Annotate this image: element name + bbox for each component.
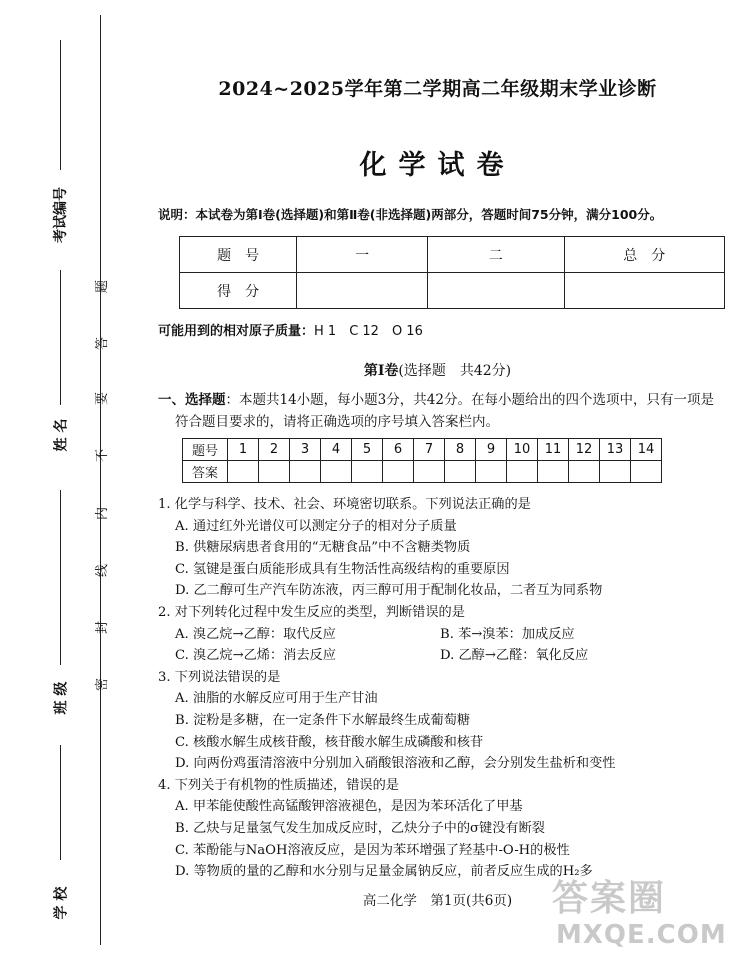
table-row (180, 237, 725, 273)
answer-row-label: 答案 (183, 461, 228, 483)
exam-no-label: 考试编号 (53, 187, 69, 243)
score-cell[interactable] (297, 273, 428, 309)
seal-char: 封 (95, 620, 111, 635)
table-row (180, 273, 725, 309)
question-option: D. 等物质的量的乙醇和水分别与足量金属钠反应，前者反应生成的H₂多 (175, 864, 593, 880)
school-line (60, 745, 61, 860)
school-label: 学 校 (53, 886, 70, 920)
question-option: C. 氢键是蛋白质能形成具有生物活性高级结构的重要原因 (175, 561, 510, 577)
question-option: B. 苯→溴苯：加成反应 (440, 626, 575, 642)
option-row (158, 624, 728, 646)
exam-no-line (60, 40, 61, 170)
question-number: 8 (445, 439, 476, 461)
exam-title: 2024~2025学年第二学期高二年级期末学业诊断 (218, 78, 657, 100)
atomic-masses-values: H 1 C 12 O 16 (314, 324, 423, 339)
question-stem: 3. 下列说法错误的是 (158, 669, 281, 685)
question-number: 9 (476, 439, 507, 461)
section-heading (150, 360, 725, 380)
part-text-line1: ：本题共14小题，每小题3分，共42分。在每小题给出的四个选项中，只有一项是 (225, 392, 714, 408)
score-table (179, 236, 725, 309)
class-label: 班 级 (53, 681, 70, 715)
watermark-logo-text: 答案圈 (552, 878, 667, 919)
question-stem: 2. 对下列转化过程中发生反应的类型，判断错误的是 (158, 604, 465, 620)
score-header-cell: 总 分 (564, 237, 724, 273)
question-option: D. 向两份鸡蛋清溶液中分别加入硝酸银溶液和乙醇，会分别发生盐析和变性 (175, 756, 616, 772)
answer-cell[interactable] (569, 461, 600, 483)
score-row-label: 得 分 (180, 273, 297, 309)
exam-page (150, 0, 725, 963)
question-option: A. 甲苯能使酸性高锰酸钾溶液褪色，是因为苯环活化了甲基 (175, 799, 523, 815)
question-option: B. 供糖尿病患者食用的“无糖食品”中不含糖类物质 (175, 540, 471, 556)
atomic-masses (158, 320, 423, 339)
answer-cell[interactable] (383, 461, 414, 483)
answer-table (182, 438, 662, 483)
answer-cell[interactable] (631, 461, 662, 483)
question-option: A. 油脂的水解反应可用于生产甘油 (175, 691, 378, 707)
question-stem: 4. 下列关于有机物的性质描述，错误的是 (158, 777, 399, 793)
table-row (183, 439, 662, 461)
score-header-cell: 一 (297, 237, 428, 273)
question-number: 2 (259, 439, 290, 461)
answer-cell[interactable] (259, 461, 290, 483)
name-label: 姓 名 (53, 418, 70, 452)
table-row (183, 461, 662, 483)
score-header-cell: 二 (427, 237, 564, 273)
watermark-url: MXQE.COM (556, 920, 727, 950)
seal-char: 答 (95, 336, 111, 351)
question-number: 12 (569, 439, 600, 461)
subject-title: 化学试卷 (359, 150, 516, 181)
answer-cell[interactable] (538, 461, 569, 483)
question-number: 5 (352, 439, 383, 461)
question-number: 14 (631, 439, 662, 461)
answer-cell[interactable] (507, 461, 538, 483)
option-row (158, 645, 728, 667)
question-list (158, 494, 728, 883)
question-number: 10 (507, 439, 538, 461)
question-number: 6 (383, 439, 414, 461)
exam-instructions: 说明：本试卷为第Ⅰ卷(选择题)和第Ⅱ卷(非选择题)两部分，答题时间75分钟，满分100分。 (158, 207, 663, 222)
question-number: 13 (600, 439, 631, 461)
score-header-cell: 题 号 (180, 237, 297, 273)
part-text-line2: 符合题目要求的，请将正确选项的序号填入答案栏内。 (175, 414, 499, 430)
answer-cell[interactable] (600, 461, 631, 483)
question-option: B. 淀粉是多糖，在一定条件下水解最终生成葡萄糖 (175, 712, 471, 728)
binding-seal-line (100, 15, 101, 945)
seal-char: 内 (95, 506, 111, 521)
section-title: 第Ⅰ卷 (363, 363, 399, 379)
question-stem: 1. 化学与科学、技术、社会、环境密切联系。下列说法正确的是 (158, 497, 531, 512)
question-option: A. 通过红外光谱仪可以测定分子的相对分子质量 (175, 518, 457, 534)
answer-cell[interactable] (414, 461, 445, 483)
answer-cell[interactable] (290, 461, 321, 483)
seal-char: 线 (95, 563, 111, 578)
score-cell[interactable] (427, 273, 564, 309)
question-option: A. 溴乙烷→乙醇：取代反应 (175, 626, 336, 642)
question-number: 11 (538, 439, 569, 461)
part-heading: 一、选择题 (158, 392, 226, 408)
question-option: B. 乙炔与足量氢气发生加成反应时，乙炔分子中的σ键没有断裂 (175, 820, 545, 836)
question-option: D. 乙二醇可生产汽车防冻液，丙三醇可用于配制化妆品，二者互为同系物 (175, 583, 603, 599)
answer-cell[interactable] (321, 461, 352, 483)
answer-cell[interactable] (445, 461, 476, 483)
seal-char: 要 (95, 391, 111, 406)
seal-char: 不 (95, 448, 111, 463)
class-line (60, 490, 61, 665)
question-number: 1 (228, 439, 259, 461)
answer-cell[interactable] (476, 461, 507, 483)
name-line (60, 270, 61, 405)
seal-char: 题 (95, 279, 111, 294)
atomic-masses-label: 可能用到的相对原子质量： (158, 324, 315, 339)
answer-row-label: 题号 (183, 439, 228, 461)
binding-strip (0, 0, 128, 963)
section-subtitle: (选择题 共42分) (398, 363, 512, 379)
question-number: 4 (321, 439, 352, 461)
question-option: D. 乙醇→乙醛：氧化反应 (440, 648, 589, 664)
question-option: C. 溴乙烷→乙烯：消去反应 (175, 648, 336, 664)
watermark (552, 868, 727, 958)
page-footer: 高二化学 第1页(共6页) (362, 893, 513, 909)
question-number: 7 (414, 439, 445, 461)
part-instructions (158, 389, 724, 433)
question-number: 3 (290, 439, 321, 461)
answer-cell[interactable] (352, 461, 383, 483)
answer-cell[interactable] (228, 461, 259, 483)
seal-char: 密 (95, 677, 111, 692)
question-option: C. 苯酚能与NaOH溶液反应，是因为苯环增强了羟基中-O-H的极性 (175, 842, 570, 858)
question-option: C. 核酸水解生成核苷酸，核苷酸水解生成磷酸和核苷 (175, 734, 484, 750)
score-cell[interactable] (564, 273, 724, 309)
